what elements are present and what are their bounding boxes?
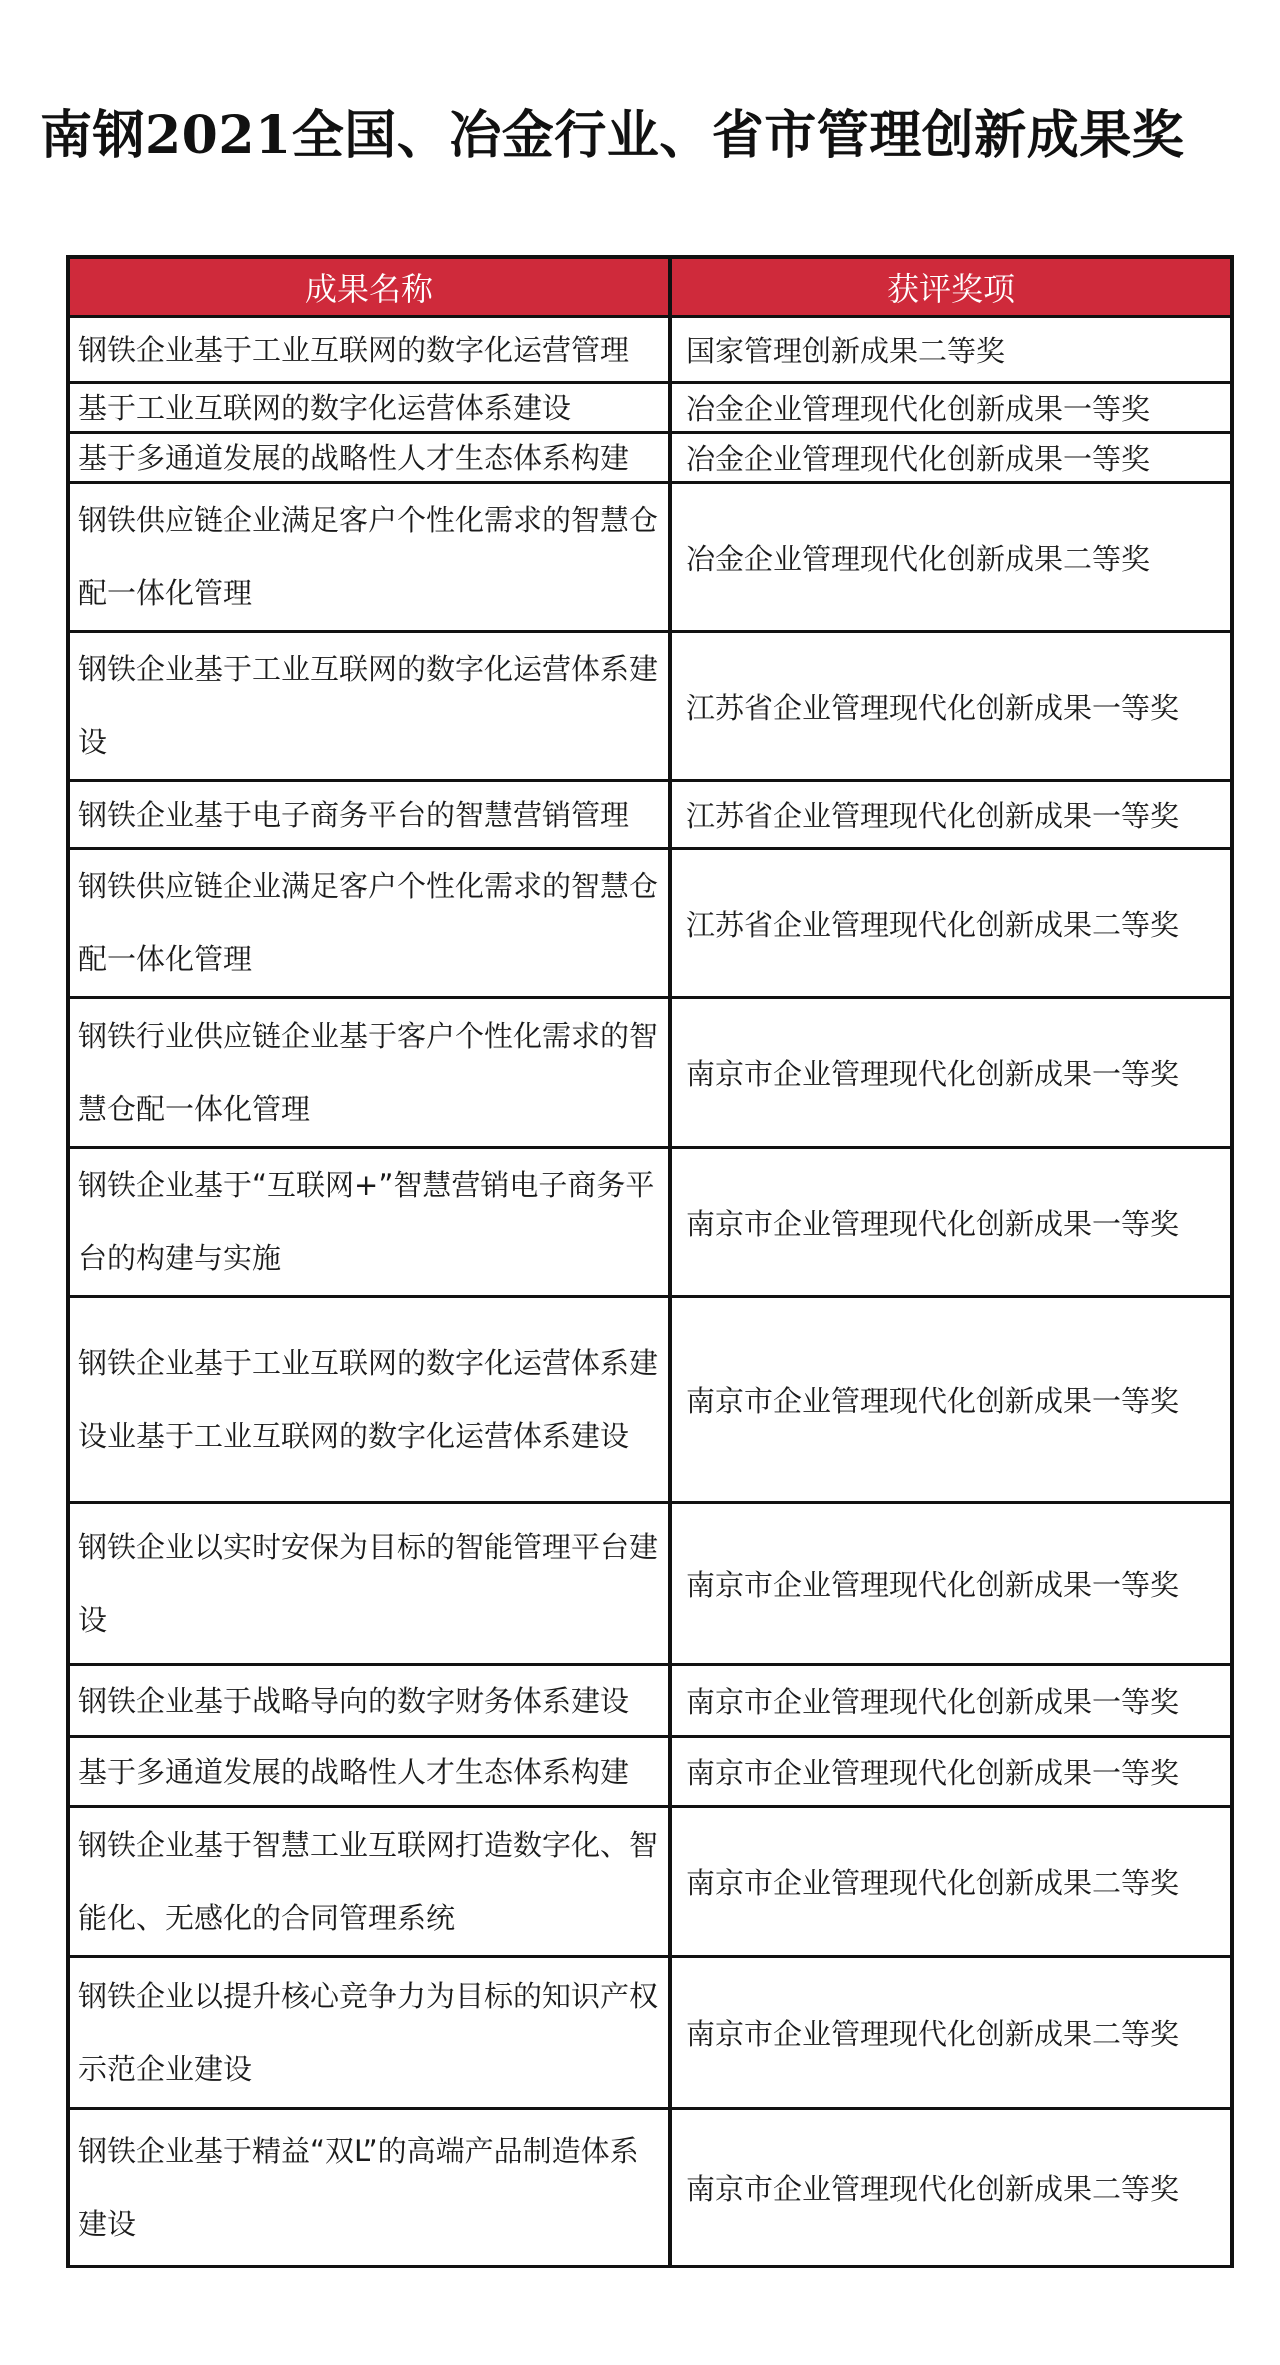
award-level: 南京市企业管理现代化创新成果一等奖 (670, 998, 1232, 1148)
table-row (68, 383, 1232, 433)
achievement-name: 钢铁企业基于精益“双L”的高端产品制造体系建设 (68, 2109, 670, 2267)
achievement-name: 钢铁企业基于战略导向的数字财务体系建设 (68, 1665, 670, 1737)
table-row (68, 1297, 1232, 1503)
award-level: 冶金企业管理现代化创新成果二等奖 (670, 483, 1232, 632)
table-row (68, 2109, 1232, 2267)
achievement-name: 钢铁企业基于工业互联网的数字化运营体系建设 (68, 632, 670, 781)
award-level: 国家管理创新成果二等奖 (670, 317, 1232, 383)
award-level: 冶金企业管理现代化创新成果一等奖 (670, 383, 1232, 433)
achievement-name: 钢铁企业基于“互联网+”智慧营销电子商务平台的构建与实施 (68, 1148, 670, 1297)
award-level: 江苏省企业管理现代化创新成果一等奖 (670, 781, 1232, 849)
table-row (68, 433, 1232, 483)
table-row (68, 1957, 1232, 2109)
table-row (68, 1665, 1232, 1737)
awards-table (66, 255, 1234, 2268)
achievement-name: 钢铁行业供应链企业基于客户个性化需求的智慧仓配一体化管理 (68, 998, 670, 1148)
table-row (68, 781, 1232, 849)
award-level: 南京市企业管理现代化创新成果一等奖 (670, 1148, 1232, 1297)
achievement-name: 基于多通道发展的战略性人才生态体系构建 (68, 433, 670, 483)
table-row (68, 632, 1232, 781)
award-level: 南京市企业管理现代化创新成果二等奖 (670, 2109, 1232, 2267)
achievement-name: 钢铁企业基于工业互联网的数字化运营管理 (68, 317, 670, 383)
table-row (68, 1807, 1232, 1957)
achievement-name: 基于工业互联网的数字化运营体系建设 (68, 383, 670, 433)
achievement-name: 钢铁企业基于电子商务平台的智慧营销管理 (68, 781, 670, 849)
table-row (68, 317, 1232, 383)
page-title: 南钢2021全国、冶金行业、省市管理创新成果奖 (40, 105, 1185, 166)
achievement-name: 钢铁企业以实时安保为目标的智能管理平台建设 (68, 1503, 670, 1665)
award-level: 南京市企业管理现代化创新成果二等奖 (670, 1807, 1232, 1957)
achievement-name: 钢铁供应链企业满足客户个性化需求的智慧仓配一体化管理 (68, 483, 670, 632)
table-row (68, 1503, 1232, 1665)
award-level: 冶金企业管理现代化创新成果一等奖 (670, 433, 1232, 483)
achievement-name: 钢铁企业以提升核心竞争力为目标的知识产权示范企业建设 (68, 1957, 670, 2109)
award-level: 江苏省企业管理现代化创新成果二等奖 (670, 849, 1232, 998)
award-level: 江苏省企业管理现代化创新成果一等奖 (670, 632, 1232, 781)
award-level: 南京市企业管理现代化创新成果一等奖 (670, 1737, 1232, 1807)
table-header-row (68, 257, 1232, 317)
award-level: 南京市企业管理现代化创新成果一等奖 (670, 1503, 1232, 1665)
achievement-name: 基于多通道发展的战略性人才生态体系构建 (68, 1737, 670, 1807)
table-row (68, 998, 1232, 1148)
table-row (68, 1737, 1232, 1807)
column-header-name: 成果名称 (68, 257, 670, 317)
achievement-name: 钢铁供应链企业满足客户个性化需求的智慧仓配一体化管理 (68, 849, 670, 998)
table-row (68, 849, 1232, 998)
award-level: 南京市企业管理现代化创新成果一等奖 (670, 1297, 1232, 1503)
achievement-name: 钢铁企业基于智慧工业互联网打造数字化、智能化、无感化的合同管理系统 (68, 1807, 670, 1957)
achievement-name: 钢铁企业基于工业互联网的数字化运营体系建设业基于工业互联网的数字化运营体系建设 (68, 1297, 670, 1503)
column-header-award: 获评奖项 (670, 257, 1232, 317)
award-level: 南京市企业管理现代化创新成果一等奖 (670, 1665, 1232, 1737)
table-row (68, 1148, 1232, 1297)
award-level: 南京市企业管理现代化创新成果二等奖 (670, 1957, 1232, 2109)
table-row (68, 483, 1232, 632)
